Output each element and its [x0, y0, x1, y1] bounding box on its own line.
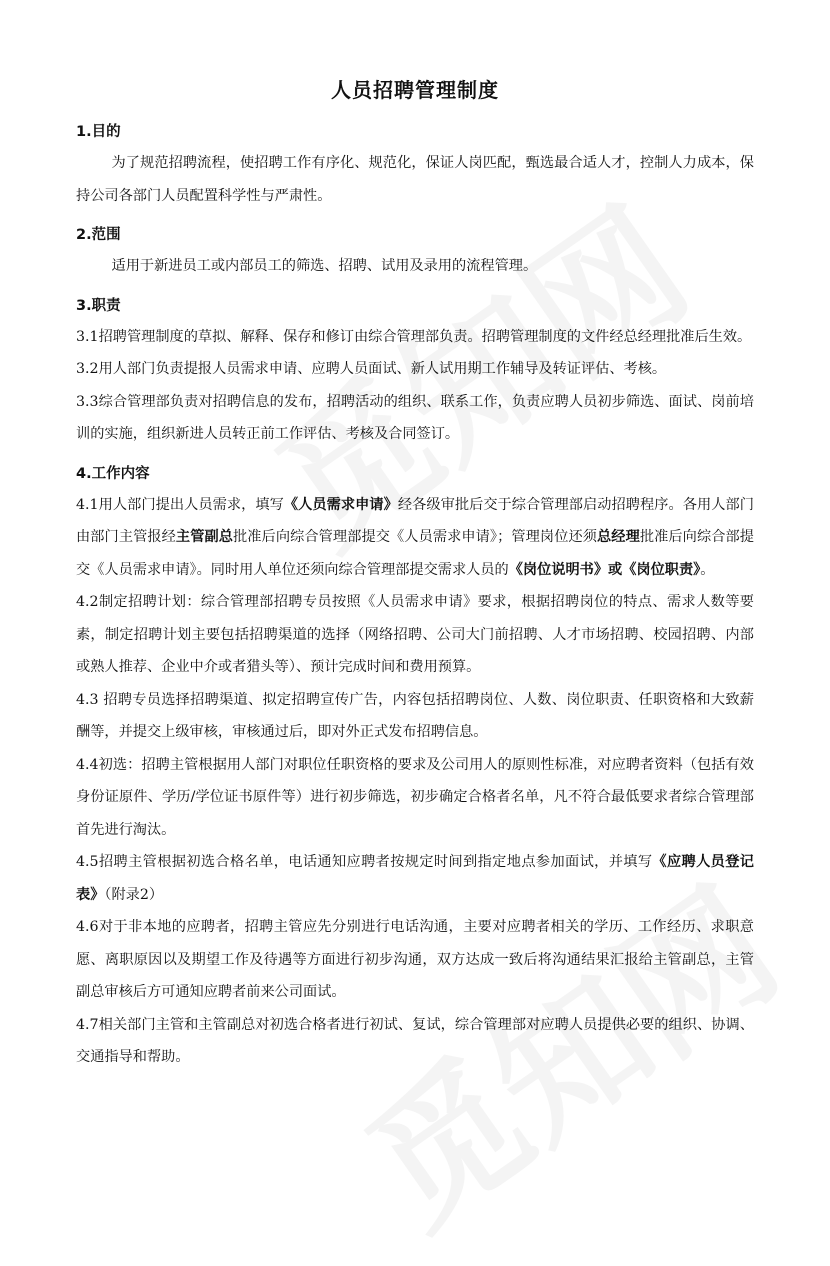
paragraph-duty-3-2: 3.2用人部门负责提报人员需求申请、应聘人员面试、新人试用期工作辅导及转证评估、考核。 — [76, 361, 667, 377]
text-run: 4.1用人部门提出人员需求，填写 — [76, 496, 284, 513]
paragraph-work-4-1 — [76, 489, 754, 587]
paragraph-work-4-7: 4.7相关部门主管和主管副总对初选合格者进行初试、复试，综合管理部对应聘人员提供必要的组织、协调、交通指导和帮助。 — [76, 1016, 754, 1065]
section-heading-duty: 3.职责 — [76, 297, 121, 314]
paragraph-duty-3-3: 3.3综合管理部负责对招聘信息的发布，招聘活动的组织、联系工作，负责应聘人员初步筛选、面试、岗前培训的实施，组织新进人员转正前工作评估、考核及合同签订。 — [76, 393, 754, 442]
text-run: 4.5招聘主管根据初选合格名单，电话通知应聘者按规定时间到指定地点参加面试，并填写 — [76, 854, 653, 870]
section-heading-scope: 2.范围 — [76, 227, 121, 243]
document-title: 人员招聘管理制度 — [331, 78, 499, 102]
bold-run: 《应聘人员登记表》 — [76, 854, 754, 903]
paragraph-purpose: 为了规范招聘流程，使招聘工作有序化、规范化，保证人岗匹配，甄选最合适人才，控制人力成本，保持公司各部门人员配置科学性与严肃性。 — [76, 155, 754, 204]
text-run: （附录2） — [104, 886, 164, 903]
text-run: 批准后向综合部提交《人员需求申请》。同时用人单位还须向综合管理部提交需求人员的 — [76, 529, 754, 578]
paragraph-work-4-6: 4.6对于非本地的应聘者，招聘主管应先分别进行电话沟通，主要对应聘者相关的学历、工作经历、求职意愿、离职原因以及期望工作及待遇等方面进行初步沟通，双方达成一致后将沟通结果汇报给主管副总，主管副总审核后方可通知应聘者前来公司面试。 — [76, 919, 754, 1000]
paragraph-work-4-5 — [76, 846, 754, 911]
text-run: 批准后向综合管理部提交《人员需求申请》；管理岗位还须 — [233, 529, 598, 545]
paragraph-work-4-3: 4.3 招聘专员选择招聘渠道、拟定招聘宣传广告，内容包括招聘岗位、人数、岗位职责、任职资格和大致薪酬等，并提交上级审核，审核通过后，即对外正式发布招聘信息。 — [76, 691, 754, 740]
section-heading-work: 4.工作内容 — [76, 465, 150, 482]
paragraph-work-4-4: 4.4初选：招聘主管根据用人部门对职位任职资格的要求及公司用人的原则性标准，对应聘者资料（包括有效身份证原件、学历/学位证书原件等）进行初步筛选，初步确定合格者名单，凡不符合最低要求者综合管理部首先进行淘汰。 — [76, 756, 754, 838]
bold-run: 主管副总 — [175, 529, 234, 545]
bold-run: 《人员需求申请》 — [283, 496, 398, 513]
text-run: 。 — [700, 561, 715, 578]
paragraph-duty-3-1: 3.1招聘管理制度的草拟、解释、保存和修订由综合管理部负责。招聘管理制度的文件经总经理批准后生效。 — [76, 328, 752, 345]
paragraph-work-4-2: 4.2制定招聘计划：综合管理部招聘专员按照《人员需求申请》要求，根据招聘岗位的特点、需求人数等要素，制定招聘计划主要包括招聘渠道的选择（网络招聘、公司大门前招聘、人才市场招聘、校园招聘、内部或熟人推荐、企业中介或者猎头等）、预计完成时间和费用预算。 — [76, 594, 754, 675]
section-heading-purpose: 1.目的 — [76, 124, 121, 140]
bold-run: 《岗位说明书》或《岗位职责》 — [508, 561, 701, 578]
text-run: 经各级审批后交于综合管理部启动招聘程序。各用人部门由部门主管报经 — [76, 496, 754, 545]
paragraph-scope: 适用于新进员工或内部员工的筛选、招聘、试用及录用的流程管理。 — [111, 258, 538, 274]
bold-run: 总经理 — [597, 529, 640, 545]
